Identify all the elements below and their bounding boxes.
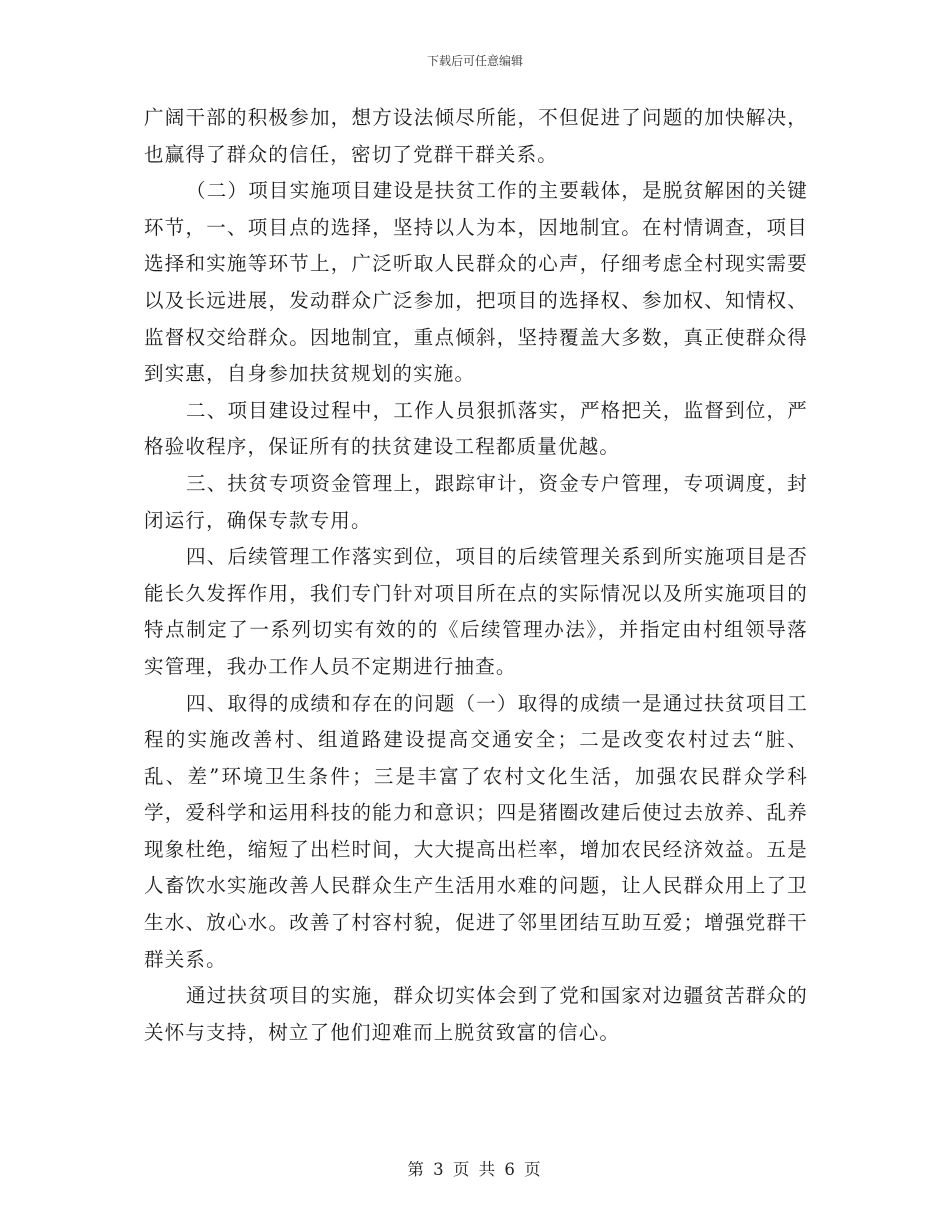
- page-number-text: 第 3 页 共 6 页: [407, 1160, 543, 1179]
- paragraph-2: （二）项目实施项目建设是扶贫工作的主要载体，是脱贫解困的关键环节，一、项目点的选择，坚持以人为本，因地制宜。在村情调查，项目选择和实施等环节上，广泛听取人民群众的心声，仔细考虑全村现实需要以及长远进展，发动群众广泛参加，把项目的选择权、参加权、知情权、监督权交给群众。因地制宜，重点倾斜，坚持覆盖大多数，真正使群众得到实惠，自身参加扶贫规划的实施。: [144, 179, 808, 386]
- paragraph-6: 四、取得的成绩和存在的问题（一）取得的成绩一是通过扶贫项目工程的实施改善村、组道路建设提高交通安全；二是改变农村过去“脏、乱、差”环境卫生条件；三是丰富了农村文化生活，加强农民群众学科学，爱科学和运用科技的能力和意识；四是猪圈改建后使过去放养、乱养现象杜绝，缩短了出栏时间，大大提高出栏率，增加农民经济效益。五是人畜饮水实施改善人民群众生产生活用水难的问题，让人民群众用上了卫生水、放心水。改善了村容村貌，促进了邻里团结互助互爱；增强党群干群关系。: [144, 691, 808, 971]
- header-text: 下载后可任意编辑: [426, 54, 523, 68]
- paragraph-5: 四、后续管理工作落实到位，项目的后续管理关系到所实施项目是否能长久发挥作用，我们专门针对项目所在点的实际情况以及所实施项目的特点制定了一系列切实有效的的《后续管理办法》，并指定由村组领导落实管理，我办工作人员不定期进行抽查。: [144, 545, 808, 678]
- document-body: [144, 100, 808, 1051]
- paragraph-7: 通过扶贫项目的实施，群众切实体会到了党和国家对边疆贫苦群众的关怀与支持，树立了他们迎难而上脱贫致富的信心。: [144, 984, 808, 1044]
- paragraph-1: 广阔干部的积极参加，想方设法倾尽所能，不但促进了问题的加快解决，也赢得了群众的信任，密切了党群干群关系。: [144, 106, 808, 166]
- paragraph-4: 三、扶贫专项资金管理上，跟踪审计，资金专户管理，专项调度，封闭运行，确保专款专用。: [144, 471, 808, 532]
- page-footer: [0, 1156, 950, 1180]
- paragraph-3: 二、项目建设过程中，工作人员狠抓落实，严格把关，监督到位，严格验收程序，保证所有的扶贫建设工程都质量优越。: [144, 398, 808, 459]
- page-header: [0, 52, 950, 69]
